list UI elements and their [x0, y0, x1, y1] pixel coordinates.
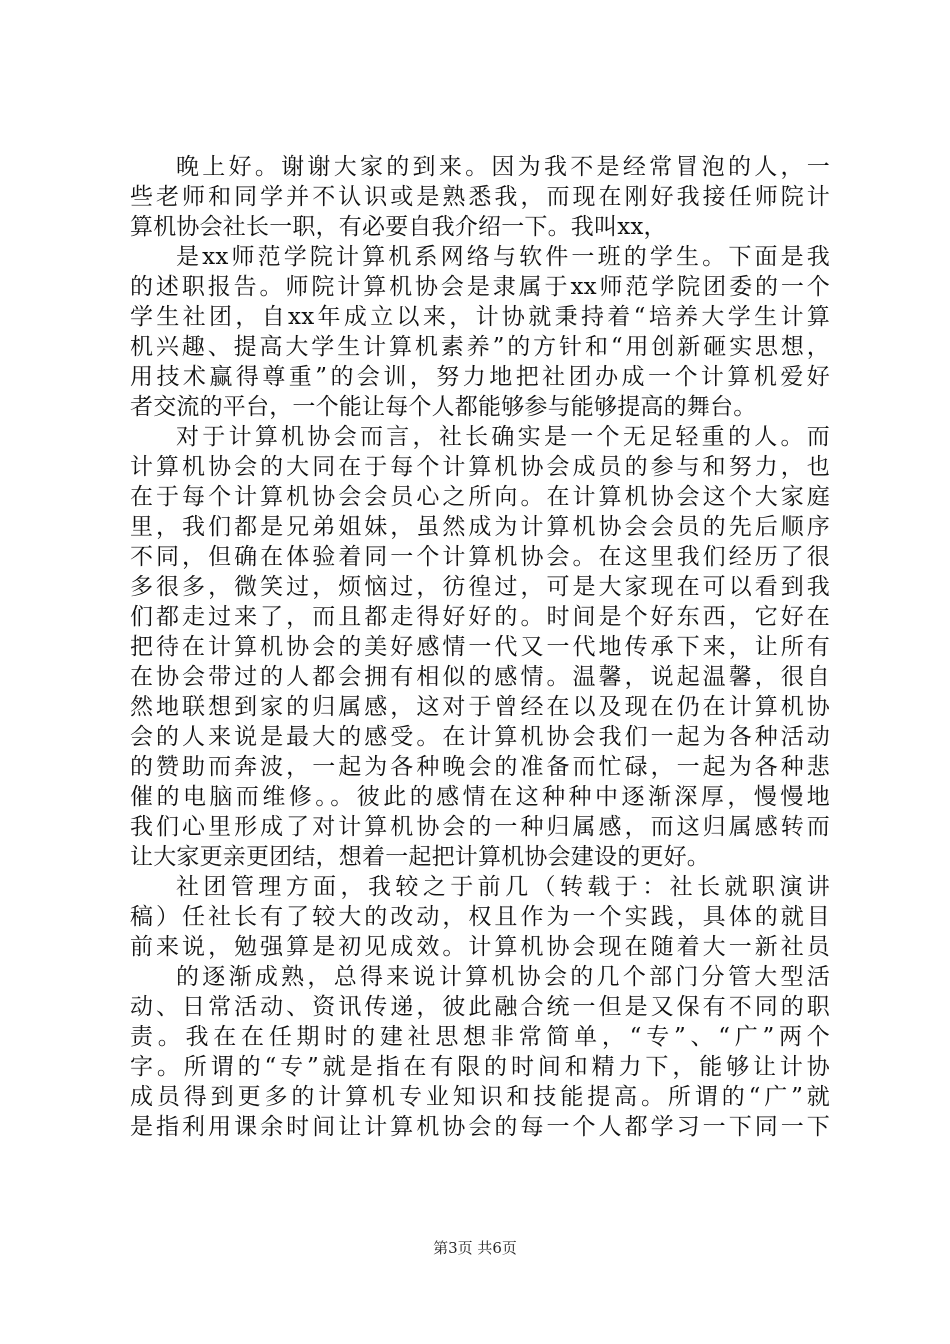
text-line: 机兴趣、提高大学生计算机素养”的方针和“用创新砸实思想，: [130, 334, 830, 360]
text-line: 会的人来说是最大的感受。在计算机协会我们一起为各种活动: [130, 724, 830, 750]
text-line: 字。所谓的“专”就是指在有限的时间和精力下，能够让计协: [130, 1054, 830, 1080]
page-number-footer: 第3页 共6页: [433, 1239, 517, 1257]
text-line: 催的电脑而维修。。彼此的感情在这种种中逐渐深厚，慢慢地: [130, 784, 830, 810]
text-line: 社团管理方面，我较之于前几（转载于：社长就职演讲: [176, 874, 830, 900]
text-line: 计算机协会的大同在于每个计算机协会成员的参与和努力，也: [130, 454, 830, 480]
text-line: 然地联想到家的归属感，这对于曾经在以及现在仍在计算机协: [130, 694, 830, 720]
text-line: 前来说，勉强算是初见成效。计算机协会现在随着大一新社员: [130, 934, 830, 960]
text-line: 们都走过来了，而且都走得好好的。时间是个好东西，它好在: [130, 604, 830, 630]
document-body: [130, 152, 830, 1142]
text-line: 算机协会社长一职，有必要自我介绍一下。我叫xx，: [130, 214, 667, 240]
text-line: 的逐渐成熟，总得来说计算机协会的几个部门分管大型活: [176, 964, 830, 990]
text-line: 的赞助而奔波，一起为各种晚会的准备而忙碌，一起为各种悲: [130, 754, 830, 780]
text-line: 学生社团，自xx年成立以来，计协就秉持着“培养大学生计算: [130, 304, 830, 330]
text-line: 者交流的平台，一个能让每个人都能够参与能够提高的舞台。: [130, 394, 757, 420]
text-line: 把待在计算机协会的美好感情一代又一代地传承下来，让所有: [130, 634, 830, 660]
text-line: 我们心里形成了对计算机协会的一种归属感，而这归属感转而: [130, 814, 830, 840]
text-line: 用技术赢得尊重”的会训，努力地把社团办成一个计算机爱好: [130, 364, 830, 390]
text-line: 是指利用课余时间让计算机协会的每一个人都学习一下同一下: [130, 1114, 830, 1140]
text-line: 的述职报告。师院计算机协会是隶属于xx师范学院团委的一个: [130, 274, 830, 300]
text-line: 让大家更亲更团结，想着一起把计算机协会建设的更好。: [130, 844, 710, 870]
text-line: 稿）任社长有了较大的改动，权且作为一个实践，具体的就目: [130, 904, 830, 930]
text-line: 责。我在在任期时的建社思想非常简单，“专”、“广”两个: [130, 1024, 830, 1050]
text-line: 动、日常活动、资讯传递，彼此融合统一但是又保有不同的职: [130, 994, 830, 1020]
text-line: 里，我们都是兄弟姐妹，虽然成为计算机协会会员的先后顺序: [130, 514, 830, 540]
text-line: 多很多，微笑过，烦恼过，彷徨过，可是大家现在可以看到我: [130, 574, 830, 600]
text-line: 些老师和同学并不认识或是熟悉我，而现在刚好我接任师院计: [130, 184, 830, 210]
text-line: 在协会带过的人都会拥有相似的感情。温馨，说起温馨，很自: [130, 664, 830, 690]
text-line: 对于计算机协会而言，社长确实是一个无足轻重的人。而: [176, 424, 830, 450]
text-line: 是xx师范学院计算机系网络与软件一班的学生。下面是我: [176, 244, 830, 270]
text-line: 在于每个计算机协会会员心之所向。在计算机协会这个大家庭: [130, 484, 830, 510]
text-line: 不同，但确在体验着同一个计算机协会。在这里我们经历了很: [130, 544, 830, 570]
text-line: 晚上好。谢谢大家的到来。因为我不是经常冒泡的人，一: [176, 154, 830, 180]
text-line: 成员得到更多的计算机专业知识和技能提高。所谓的“广”就: [130, 1084, 830, 1110]
